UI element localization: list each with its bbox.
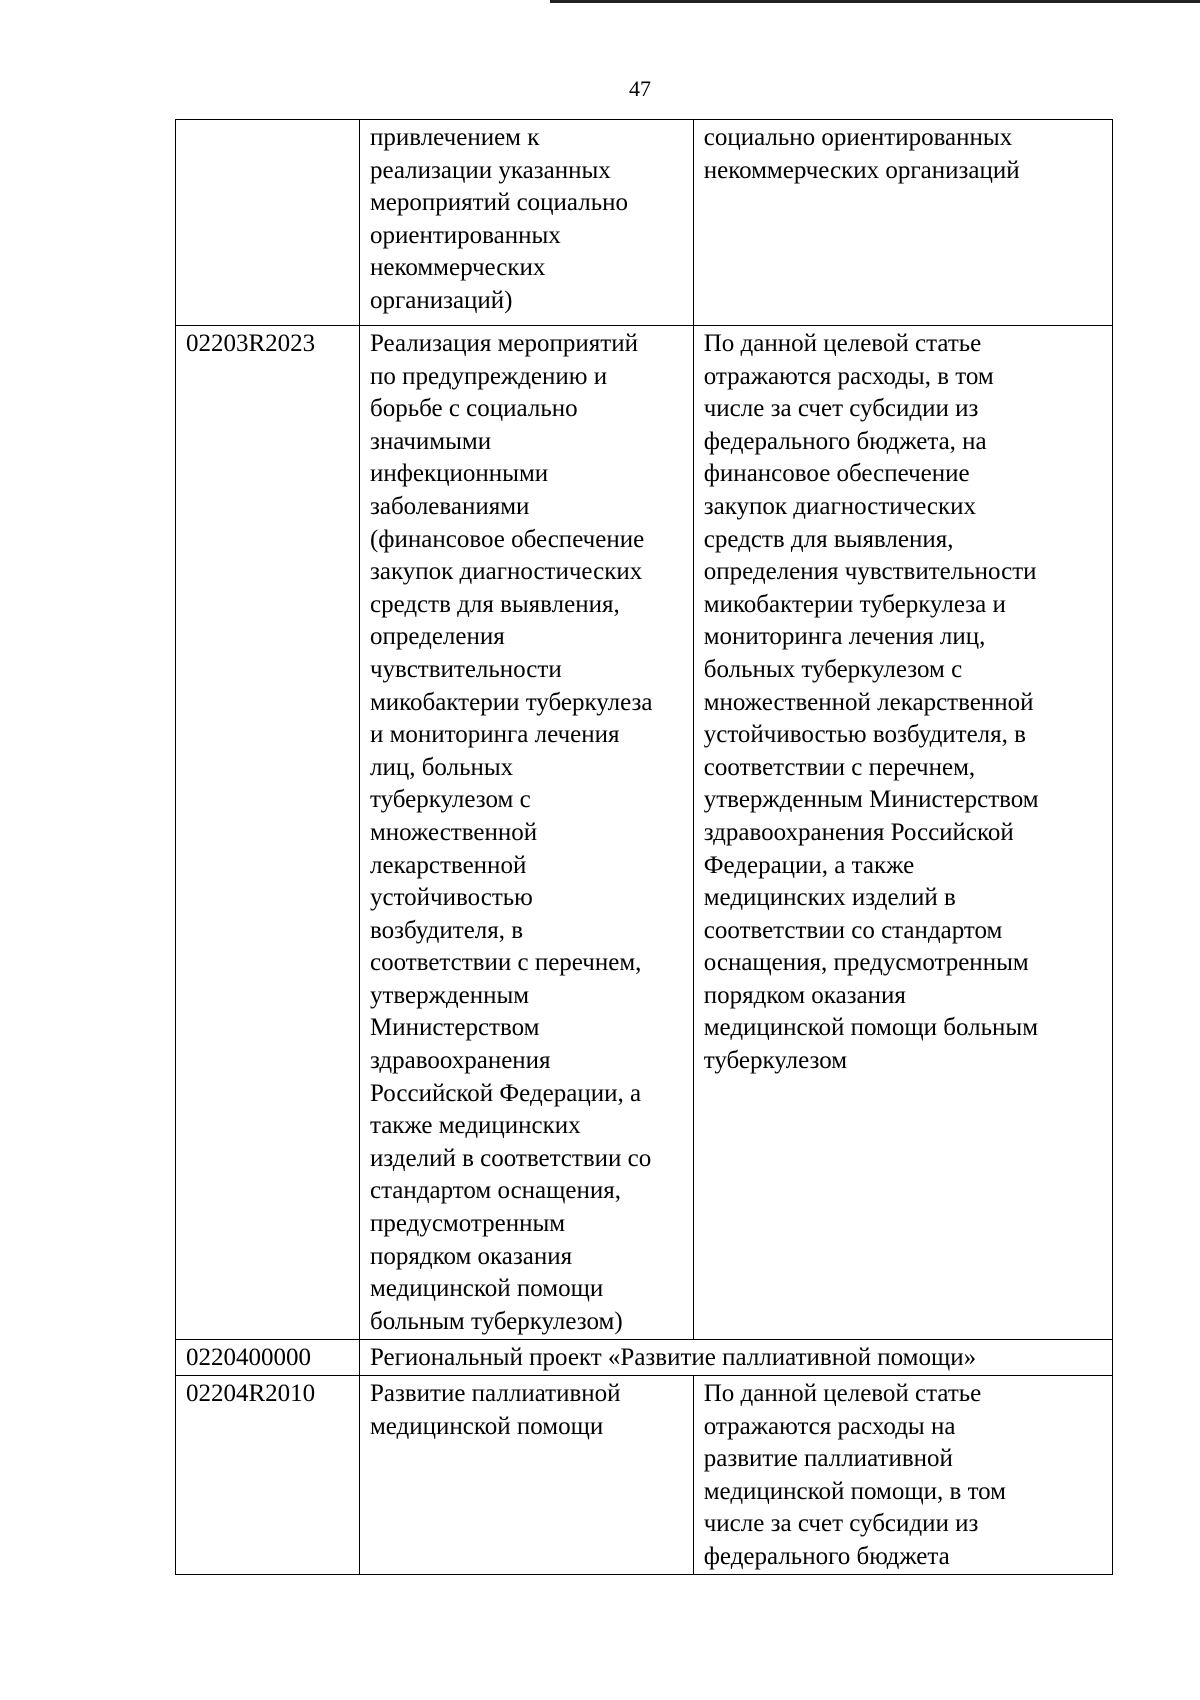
cell-text-line: Российской Федерации, а <box>369 1079 642 1107</box>
cell-text-line: числе за счет субсидии из <box>703 1510 979 1538</box>
cell-text-line: и мониторинга лечения <box>369 721 620 749</box>
cell-text-line: определения чувствительности <box>703 558 1037 586</box>
cell-text-line: по предупреждению и <box>369 362 608 390</box>
cell-text-line: лиц, больных <box>369 753 514 781</box>
code-cell <box>176 120 360 326</box>
description-cell <box>693 326 1112 1340</box>
cell-text-line: соответствии со стандартом <box>703 916 1003 944</box>
cell-text-line: отражаются расходы, в том <box>703 362 994 390</box>
cell-text-line: больным туберкулезом) <box>369 1307 623 1335</box>
cell-text-line: порядком оказания <box>703 981 906 1009</box>
cell-text-line: По данной целевой статье <box>703 330 982 357</box>
cell-text-line: соответствии с перечнем, <box>369 949 642 977</box>
cell-text-line: По данной целевой статье <box>703 1380 982 1407</box>
cell-text-line: мониторинга лечения лиц, <box>703 623 986 651</box>
cell-text-line: множественной лекарственной <box>703 688 1034 716</box>
name-cell <box>359 120 693 326</box>
cell-text-line: больных туберкулезом с <box>703 655 963 683</box>
cell-text-line: заболеваниями <box>369 492 530 520</box>
cell-text-line: инфекционными <box>369 460 549 488</box>
cell-text-line: медицинской помощи, в том <box>703 1477 1007 1505</box>
cell-text-line: соответствии с перечнем, <box>703 753 976 781</box>
cell-text-line: оснащения, предусмотренным <box>703 949 1029 977</box>
cell-text-line: отражаются расходы на <box>703 1412 956 1440</box>
name-cell <box>359 1376 693 1575</box>
cell-text-line: устойчивостью <box>369 884 533 912</box>
code-cell: 02204R2010 <box>176 1376 360 1575</box>
table-row <box>176 1376 1113 1575</box>
cell-text-line: организаций) <box>369 286 513 314</box>
cell-text-line: средств для выявления, <box>369 590 620 618</box>
cell-text-line: туберкулезом с <box>369 786 531 814</box>
budget-classification-table <box>175 119 1113 1575</box>
cell-text-line: возбудителя, в <box>369 916 524 944</box>
cell-text-line: медицинской помощи <box>369 1275 604 1303</box>
cell-text-line: туберкулезом <box>703 1047 848 1075</box>
cell-text-line: медицинской помощи больным <box>703 1014 1039 1042</box>
cell-text-line: Министерством <box>369 1014 540 1042</box>
cell-text-line: здравоохранения Российской <box>703 818 1014 846</box>
cell-text-line: некоммерческих <box>369 254 546 282</box>
cell-text-line: утвержденным Министерством <box>703 786 1039 814</box>
cell-text-line: федерального бюджета <box>703 1542 950 1570</box>
cell-text-line: чувствительности <box>369 655 562 683</box>
cell-text-line: стандартом оснащения, <box>369 1177 621 1205</box>
cell-text-line: ориентированных <box>369 221 561 249</box>
cell-text-line: микобактерии туберкулеза <box>369 688 653 716</box>
cell-text-line: здравоохранения <box>369 1047 551 1075</box>
cell-text-line: Федерации, а также <box>703 851 915 879</box>
project-title-cell: Региональный проект «Развитие паллиативной помощи» <box>359 1340 1112 1376</box>
cell-text-line: медицинской помощи <box>369 1412 604 1440</box>
cell-text-line: определения <box>369 623 505 651</box>
cell-text-line: закупок диагностических <box>369 558 643 586</box>
cell-text-line: средств для выявления, <box>703 525 954 553</box>
cell-text-line: предусмотренным <box>369 1210 566 1238</box>
table-row <box>176 1340 1113 1376</box>
cell-text-line: развитие паллиативной <box>703 1445 953 1473</box>
code-cell: 0220400000 <box>176 1340 360 1376</box>
cell-text-line: некоммерческих организаций <box>703 156 1020 184</box>
cell-text-line: устойчивостью возбудителя, в <box>703 721 1026 749</box>
top-scan-rule <box>550 0 1200 3</box>
table-row <box>176 326 1113 1340</box>
cell-text-line: утвержденным <box>369 981 530 1009</box>
cell-text-line: Реализация мероприятий <box>369 330 638 357</box>
cell-text-line: изделий в соответствии со <box>369 1144 652 1172</box>
cell-text-line: федерального бюджета, на <box>703 427 987 455</box>
code-cell: 02203R2023 <box>176 326 360 1340</box>
cell-text-line: медицинских изделий в <box>703 884 956 912</box>
cell-text-line: финансовое обеспечение <box>703 460 970 488</box>
name-cell <box>359 326 693 1340</box>
cell-text-line: числе за счет субсидии из <box>703 395 979 423</box>
cell-text-line: мероприятий социально <box>369 189 629 217</box>
cell-text-line: порядком оказания <box>369 1242 573 1270</box>
description-cell <box>693 1376 1112 1575</box>
cell-text-line: значимыми <box>369 427 492 455</box>
cell-text-line: закупок диагностических <box>703 492 977 520</box>
cell-text-line: также медицинских <box>369 1112 581 1140</box>
cell-text-line: Развитие паллиативной <box>369 1380 621 1407</box>
cell-text-line: (финансовое обеспечение <box>369 525 645 553</box>
cell-text-line: реализации указанных <box>369 156 611 184</box>
cell-text-line: борьбе с социально <box>369 395 578 423</box>
cell-text-line: микобактерии туберкулеза и <box>703 590 1006 618</box>
page-number: 47 <box>629 76 651 101</box>
cell-text-line: множественной <box>369 818 538 846</box>
table-row <box>176 120 1113 326</box>
cell-text-line: лекарственной <box>369 851 527 879</box>
cell-text-line: социально ориентированных <box>703 124 1013 151</box>
cell-text-line: привлечением к <box>369 124 540 151</box>
description-cell <box>693 120 1112 326</box>
